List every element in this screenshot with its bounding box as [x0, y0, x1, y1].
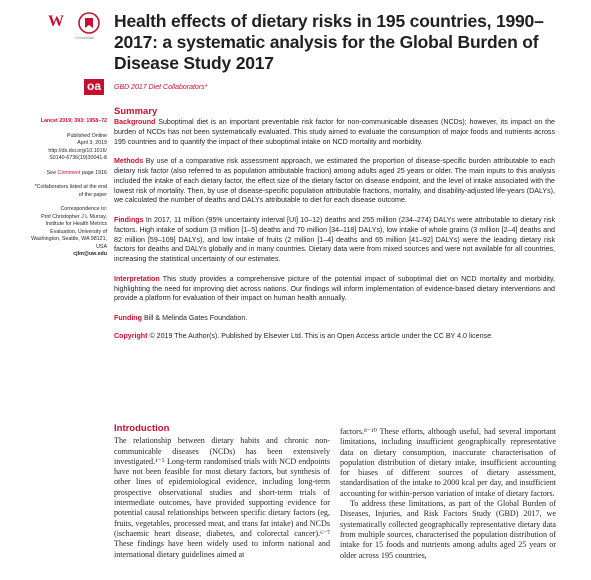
- interpretation-label: Interpretation: [114, 274, 160, 283]
- collaborators-note-2: of the paper: [78, 191, 107, 198]
- introduction-right-column: [340, 427, 556, 561]
- comment-link[interactable]: Comment: [57, 169, 81, 176]
- lancet-logo-icon: W: [48, 13, 64, 30]
- see-comment-note: See Comment page 1916: [46, 169, 107, 176]
- abstract-methods: Methods By use of a comparative risk assessment approach, we estimated the proportion of disease-specific burden attributable to each dietary risk factor (also referred to as population attributable fraction) among adults aged 25 years or older. The main inputs to this analysis included the intake of each dietary factor, the effect size of the dietary factor on disease endpoint, and the level of intake associated with the lowest risk of mortality. Then, by use of disease-specific population attributable fractions, mortality, and disability-adjusted life-years (DALYs), we calculated the number of deaths and DALYs attributable to diet for each disease outcome.: [114, 157, 555, 205]
- published-online-label: Published Online: [66, 132, 107, 139]
- introduction-heading: Introduction: [114, 423, 170, 434]
- publisher-logos: [48, 11, 104, 39]
- contact-email[interactable]: cjlm@uw.edu: [73, 251, 107, 257]
- journal-reference: Lancet 2019; 393: 1958–72: [40, 118, 107, 124]
- doi-line-2[interactable]: S0140-6736(19)30041-8: [49, 155, 107, 161]
- background-label: Background: [114, 118, 156, 126]
- collaborators-note-1: *Collaborators listed at the end: [34, 184, 107, 190]
- abstract-findings: Findings In 2017, 11 million (95% uncertainty interval [UI] 10–12) deaths and 255 million (234–274) DALYs were attributable to dietary risk factors. High intake of sodium (3 million [1–5] deaths and 70 million [34–118] DALYs), low intake of whole grains (3 million [2–4] deaths and 82 million [59–109] DALYs), and low intake of fruits (2 million [1–4] deaths and 65 million [41–92] DALYs) were the leading dietary risk factors for deaths and DALYs globally and in many countries. Dietary data were from mixed sources and were not available for all countries, increasing the statistical uncertainty of our estimates.: [114, 216, 555, 263]
- summary-heading: Summary: [114, 106, 158, 117]
- copyright-label: Copyright: [114, 331, 148, 340]
- crossmark-icon[interactable]: [78, 12, 100, 34]
- abstract-interpretation: Interpretation This study provides a comprehensive picture of the potential impact of suboptimal diet on NCD mortality and morbidity, highlighting the need for improving diet across nations. Our findings will inform implementation of evidence-based dietary interventions and provide a platform for evaluation of their impact on human health annually.: [114, 274, 555, 303]
- published-date: April 3, 2019: [77, 140, 107, 146]
- intro-paragraph-1: The relationship between dietary habits and chronic non-communicable diseases (NCDs) has been extensively investigated.¹⁻⁵ Long-term randomised trials with NCD endpoints have not been feasible for most dietary factors, but synthesis of other lines of epidemiological evidence, including long-term prospective observational studies and short-term trials of intermediate outcomes, have provided supporting evidence for potential causal relationships between specific dietary factors (eg, fruits, vegetables, processed meat, and trans fat intake) and NCDs (ischaemic heart disease, diabetes, and colorectal cancer).⁶⁻⁷ These findings have been widely used to inform national and international dietary guidelines aimed at: [114, 436, 330, 559]
- methods-label: Methods: [114, 157, 144, 166]
- contact-address-1: Washington, Seattle, WA 98121,: [31, 236, 107, 242]
- abstract-funding: Funding Bill & Melinda Gates Foundation.: [114, 314, 248, 322]
- correspondence-label: Correspondence to:: [60, 206, 107, 212]
- contact-address-2: USA: [96, 243, 107, 250]
- findings-label: Findings: [114, 216, 144, 224]
- contact-institution-2: Evaluation, University of: [50, 228, 107, 235]
- contact-name: Prof Christopher J L Murray,: [41, 213, 107, 220]
- abstract-copyright: Copyright © 2019 The Author(s). Published by Elsevier Ltd. This is an Open Access article under the CC BY 4.0 license.: [114, 331, 494, 340]
- doi-line-1[interactable]: http://dx.doi.org/10.1016/: [48, 147, 107, 154]
- introduction-left-column: [114, 424, 330, 560]
- article-sidebar: [0, 118, 107, 259]
- intro-paragraph-3: To address these limitations, as part of the Global Burden of Diseases, Injuries, and Risk Factors Study (GBD) 2017, we systematically collected geographically representative dietary data from multiple sources, characterised the population distribution of intake for 15 foods and nutrients among adults aged 25 years or older across 195 countries,: [340, 499, 556, 560]
- funding-label: Funding: [114, 314, 142, 322]
- article-title: Health effects of dietary risks in 195 countries, 1990–2017: a systematic analysis for the Global Burden of Disease Study 2017: [114, 11, 544, 73]
- authors-line[interactable]: GBD 2017 Diet Collaborators*: [114, 84, 208, 91]
- abstract-background: Background Suboptimal diet is an important preventable risk factor for non-communicable diseases (NCDs); however, its impact on the burden of NCDs has not been systematically evaluated. This study aimed to evaluate the consumption of major foods and nutrients across 195 countries and to quantify the impact of their suboptimal intake on NCD mortality and morbidity.: [114, 118, 555, 146]
- abstract: [114, 118, 555, 352]
- intro-paragraph-2: factors.⁸⁻¹⁰ These efforts, although useful, had several important limitations, including insufficient geographically representative data on dietary consumption, inaccurate characterisation of population distribution of dietary intake, insufficient accounting for biases of different sources of dietary assessment, standardisation of the intake to 2000 kcal per day, and insufficient accounting for within-person variation of intake of dietary factors.: [340, 427, 556, 498]
- contact-institution-1: Institute for Health Metrics: [45, 221, 107, 227]
- crossmark-label: CrossMark: [75, 35, 95, 40]
- open-access-badge: oa: [84, 79, 104, 95]
